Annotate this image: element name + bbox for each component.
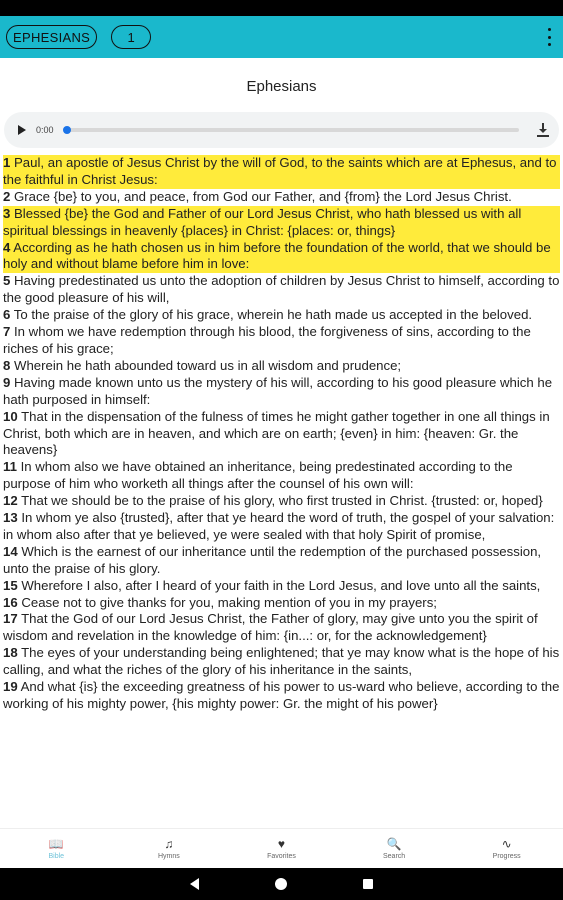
verse-number: 5 bbox=[3, 273, 11, 289]
nav-favorites[interactable] bbox=[225, 829, 338, 868]
verse-3[interactable] bbox=[3, 206, 560, 240]
verse-text: In whom ye also {trusted}, after that ye heard the word of truth, the gospel of your salvation: in whom also after that ye believed, ye were sealed with that holy Spirit of promise, bbox=[3, 510, 555, 542]
heart-icon: ♥ bbox=[277, 837, 286, 851]
verse-number: 10 bbox=[3, 408, 18, 424]
nav-label: Search bbox=[382, 853, 406, 860]
audio-time: 0:00 bbox=[36, 125, 54, 135]
seekbar-knob[interactable] bbox=[63, 126, 71, 134]
verse-19[interactable] bbox=[3, 679, 560, 713]
system-navigation-bar bbox=[0, 868, 563, 900]
verse-number: 8 bbox=[3, 357, 11, 373]
nav-search[interactable] bbox=[338, 829, 451, 868]
chapter-selector[interactable]: 1 bbox=[111, 25, 151, 49]
back-icon[interactable] bbox=[190, 878, 199, 890]
page-title: Ephesians bbox=[246, 78, 317, 95]
verse-number: 6 bbox=[3, 307, 11, 323]
verse-number: 18 bbox=[3, 645, 18, 661]
verse-number: 16 bbox=[3, 594, 18, 610]
verse-number: 3 bbox=[3, 205, 11, 221]
more-vert-icon[interactable] bbox=[547, 28, 551, 46]
verse-text: Cease not to give thanks for you, making mention of you in my prayers; bbox=[17, 594, 437, 610]
verse-1[interactable] bbox=[3, 155, 560, 189]
verse-number: 17 bbox=[3, 611, 18, 627]
audio-player bbox=[4, 112, 559, 148]
verse-13[interactable] bbox=[3, 510, 560, 544]
verse-8[interactable] bbox=[3, 358, 560, 375]
play-icon[interactable] bbox=[18, 125, 26, 135]
verse-list bbox=[0, 155, 563, 713]
verse-12[interactable] bbox=[3, 493, 560, 510]
verse-number: 14 bbox=[3, 543, 18, 559]
verse-text: And what {is} the exceeding greatness of his power to us-ward who believe, according to the working of his mighty power, {his mighty power: Gr. the might of his power} bbox=[3, 679, 560, 711]
verse-14[interactable] bbox=[3, 544, 560, 578]
status-bar bbox=[0, 0, 563, 16]
verse-number: 1 bbox=[3, 155, 11, 170]
app-bar bbox=[0, 16, 563, 58]
verse-2[interactable] bbox=[3, 189, 560, 206]
nav-label: Favorites bbox=[267, 853, 296, 860]
nav-hymns[interactable] bbox=[113, 829, 226, 868]
search-icon: 🔍 bbox=[386, 837, 402, 851]
verse-number: 2 bbox=[3, 188, 11, 204]
verse-number: 12 bbox=[3, 493, 18, 509]
nav-label: Hymns bbox=[158, 853, 180, 860]
verse-text: In whom we have redemption through his blood, the forgiveness of sins, according to the riches of his grace; bbox=[3, 324, 531, 356]
verse-text: That in the dispensation of the fulness of times he might gather together in one all things in Christ, both which are in heaven, and which are on earth; {even} in him: {heaven: Gr. the heavens} bbox=[3, 408, 550, 458]
audio-seekbar[interactable] bbox=[66, 128, 519, 132]
recents-icon[interactable] bbox=[363, 879, 373, 889]
verse-text: To the praise of the glory of his grace, wherein he hath made us accepted in the beloved. bbox=[10, 307, 533, 323]
bottom-navigation bbox=[0, 828, 563, 868]
verse-9[interactable] bbox=[3, 375, 560, 409]
verse-text: Blessed {be} the God and Father of our Lord Jesus Christ, who hath blessed us with all spiritual blessings in heavenly {places} in Christ: {places: or, things} bbox=[3, 205, 522, 238]
music-note-icon: ♫ bbox=[164, 837, 174, 851]
verse-text: Having made known unto us the mystery of his will, according to his good pleasure which he hath purposed in himself: bbox=[3, 374, 553, 407]
verse-text: The eyes of your understanding being enlightened; that ye may know what is the hope of his calling, and what the riches of the glory of his inheritance in the saints, bbox=[3, 645, 560, 678]
book-selector[interactable]: EPHESIANS bbox=[6, 25, 97, 49]
verse-number: 11 bbox=[3, 459, 17, 475]
verse-5[interactable] bbox=[3, 273, 560, 307]
verse-11[interactable] bbox=[3, 459, 560, 493]
verse-6[interactable] bbox=[3, 307, 560, 324]
verse-text: Wherein he hath abounded toward us in all wisdom and prudence; bbox=[10, 357, 402, 373]
verse-10[interactable] bbox=[3, 409, 560, 460]
verse-number: 9 bbox=[3, 374, 11, 390]
book-icon: 📖 bbox=[48, 837, 64, 851]
verse-text: In whom also we have obtained an inheritance, being predestinated according to the purpose of him who worketh all things after the counsel of his own will: bbox=[3, 459, 513, 492]
nav-label: Progress bbox=[492, 853, 521, 860]
verse-number: 4 bbox=[3, 239, 11, 255]
verse-4[interactable] bbox=[3, 240, 560, 274]
verse-text: Wherefore I also, after I heard of your faith in the Lord Jesus, and love unto all the saints, bbox=[17, 577, 541, 593]
verse-16[interactable] bbox=[3, 595, 560, 612]
verse-17[interactable] bbox=[3, 611, 560, 645]
verse-number: 13 bbox=[3, 510, 18, 526]
verse-7[interactable] bbox=[3, 324, 560, 358]
verse-15[interactable] bbox=[3, 578, 560, 595]
verse-text: That the God of our Lord Jesus Christ, the Father of glory, may give unto you the spirit of wisdom and revelation in the knowledge of him: {in...: or, for the acknowledgement} bbox=[3, 611, 538, 644]
verse-text: Which is the earnest of our inheritance until the redemption of the purchased possession, unto the praise of his glory. bbox=[3, 543, 542, 576]
verse-number: 19 bbox=[3, 679, 18, 695]
nav-progress[interactable] bbox=[450, 829, 563, 868]
nav-bible[interactable] bbox=[0, 829, 113, 868]
verse-18[interactable] bbox=[3, 645, 560, 679]
verse-text: Paul, an apostle of Jesus Christ by the will of God, to the saints which are at Ephesus, and to the faithful in Christ Jesus: bbox=[3, 155, 557, 187]
verse-text: That we should be to the praise of his glory, who first trusted in Christ. {trusted: or, hoped} bbox=[17, 493, 543, 509]
download-icon[interactable] bbox=[537, 123, 549, 137]
verse-number: 7 bbox=[3, 324, 11, 340]
nav-label: Bible bbox=[48, 853, 65, 860]
verse-number: 15 bbox=[3, 577, 18, 593]
verse-text: According as he hath chosen us in him before the foundation of the world, that we should be holy and without blame before him in love: bbox=[3, 239, 551, 272]
verse-text: Having predestinated us unto the adoption of children by Jesus Christ to himself, according to the good pleasure of his will, bbox=[3, 273, 560, 306]
verse-text: Grace {be} to you, and peace, from God our Father, and {from} the Lord Jesus Christ. bbox=[10, 188, 512, 204]
activity-icon: ∿ bbox=[501, 837, 512, 851]
home-icon[interactable] bbox=[275, 878, 287, 890]
